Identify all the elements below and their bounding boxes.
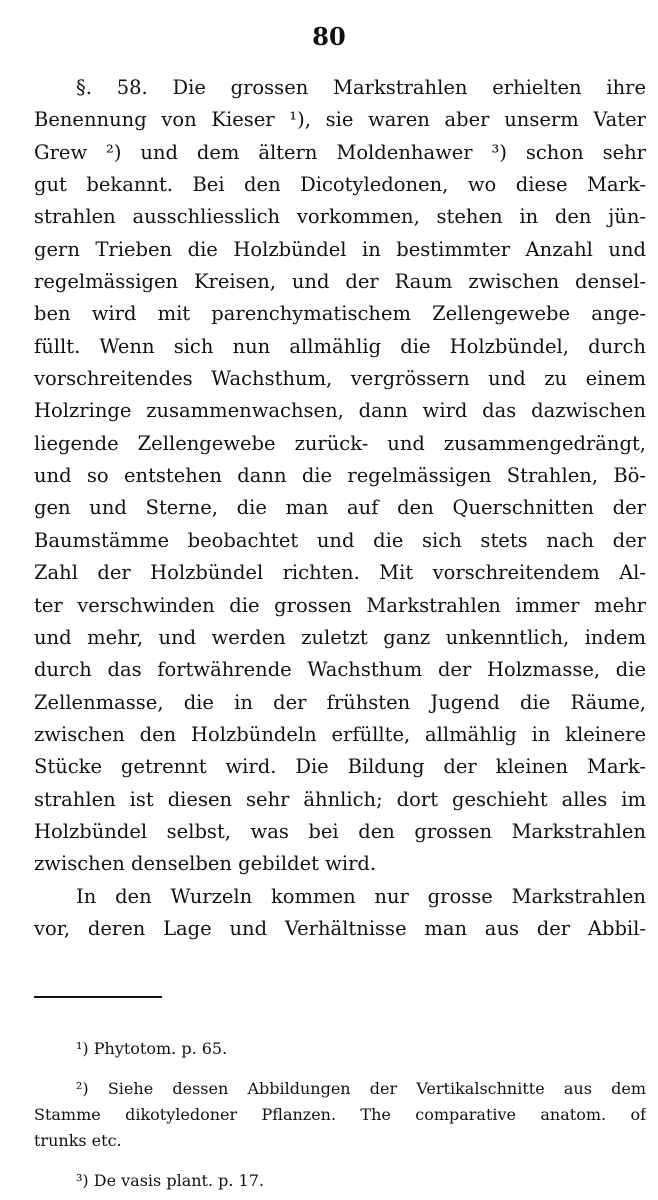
text-line: regelmässigen Kreisen, und der Raum zwischen densel- — [34, 270, 646, 294]
footnote-line: Stamme dikotyledoner Pflanzen. The comparative anatom. of — [34, 1105, 646, 1124]
text-line: §. 58. Die grossen Markstrahlen erhielten ihre — [76, 76, 646, 99]
text-line: strahlen ist diesen sehr ähnlich; dort geschieht alles im — [34, 787, 646, 811]
footnote-separator — [34, 996, 162, 998]
text-line: gut bekannt. Bei den Dicotyledonen, wo diese Mark- — [34, 173, 646, 197]
text-line: ter verschwinden die grossen Markstrahlen immer mehr — [34, 593, 646, 617]
text-line: vor, deren Lage und Verhältnisse man aus der Abbil- — [34, 916, 646, 940]
text-line: und so entstehen dann die regelmässigen Strahlen, Bö- — [34, 464, 646, 488]
text-line: gen und Sterne, die man auf den Querschnitten der — [34, 496, 646, 520]
footnote-line: ²) Siehe dessen Abbildungen der Vertikalschnitte aus dem — [76, 1079, 646, 1098]
text-line: und mehr, und werden zuletzt ganz unkenntlich, indem — [34, 625, 646, 649]
text-line: füllt. Wenn sich nun allmählig die Holzbündel, durch — [34, 334, 646, 358]
text-line: zwischen denselben gebildet wird. — [34, 852, 377, 876]
body-text — [34, 72, 646, 945]
text-line: zwischen den Holzbündeln erfüllte, allmählig in kleinere — [34, 722, 646, 746]
text-line: Stücke getrennt wird. Die Bildung der kleinen Mark- — [34, 755, 646, 779]
text-line: Baumstämme beobachtet und die sich stets nach der — [34, 528, 646, 552]
footnote-line: trunks etc. — [34, 1131, 122, 1150]
text-line: vorschreitendes Wachsthum, vergrössern und zu einem — [34, 367, 646, 391]
text-line: Zellenmasse, die in der frühsten Jugend die Räume, — [34, 690, 646, 714]
text-line: strahlen ausschliesslich vorkommen, stehen in den jün- — [34, 205, 646, 229]
text-line: Holzbündel selbst, was bei den grossen Markstrahlen — [34, 819, 646, 843]
text-line: Holzringe zusammenwachsen, dann wird das dazwischen — [34, 399, 646, 423]
text-line: gern Trieben die Holzbündel in bestimmter Anzahl und — [34, 237, 646, 261]
text-line: Grew ²) und dem ältern Moldenhawer ³) schon sehr — [34, 140, 646, 164]
text-line: liegende Zellengewebe zurück- und zusammengedrängt, — [34, 431, 646, 455]
text-line: Zahl der Holzbündel richten. Mit vorschreitendem Al- — [34, 561, 646, 585]
text-line: durch das fortwährende Wachsthum der Holzmasse, die — [34, 658, 646, 682]
page-number: 80 — [312, 22, 346, 51]
text-line: ben wird mit parenchymatischem Zellengewebe ange- — [34, 302, 646, 326]
footnote-line: ³) De vasis plant. p. 17. — [76, 1171, 264, 1190]
text-line: In den Wurzeln kommen nur grosse Markstrahlen — [76, 884, 646, 908]
text-line: Benennung von Kieser ¹), sie waren aber unserm Vater — [34, 108, 646, 132]
footnote-line: ¹) Phytotom. p. 65. — [76, 1039, 228, 1058]
footnotes — [34, 1036, 646, 1194]
